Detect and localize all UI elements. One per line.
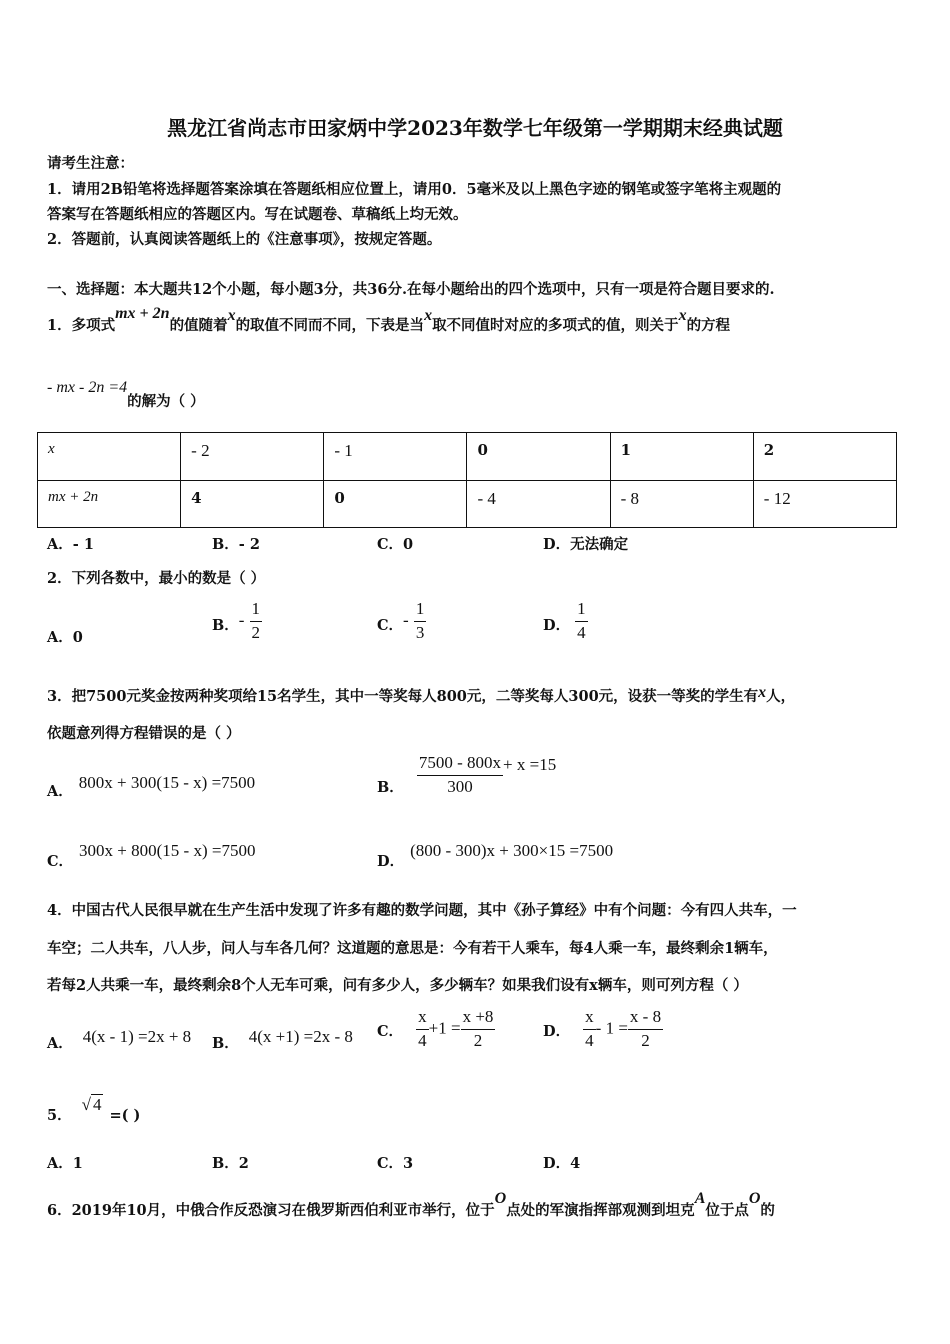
q5-option-b[interactable]: B．2 — [212, 1155, 249, 1172]
q1-text-5: 的方程 — [686, 317, 731, 334]
table-cell: 1 — [610, 433, 753, 481]
q6-text-2: 点处的军演指挥部观测到坦克 — [506, 1202, 695, 1219]
notice-line-1b: 答案写在答题纸相应的答题区内。写在试题卷、草稿纸上均无效。 — [47, 206, 468, 223]
q5-tail: =( ) — [109, 1107, 141, 1124]
fraction-denominator: 2 — [473, 1030, 483, 1050]
q2-option-d[interactable] — [543, 600, 588, 642]
q2-option-c-sign: - — [403, 610, 409, 630]
q3-option-c-label: C． — [47, 853, 74, 870]
table-cell: x — [38, 433, 181, 481]
q5-option-a[interactable]: A．1 — [47, 1155, 83, 1172]
q3-option-b-label: B． — [377, 778, 404, 796]
q4-option-a[interactable] — [47, 1026, 192, 1052]
q5-option-d[interactable]: D．4 — [543, 1155, 581, 1172]
q2-option-d-label: D． — [543, 616, 571, 634]
notice-line-1: 1．请用2B铅笔将选择题答案涂填在答题纸相应位置上，请用0．5毫米及以上黑色字迹的钢笔或签字笔将主观题的 — [47, 181, 782, 198]
q4-option-a-equation: 4(x - 1) =2x + 8 — [82, 1027, 192, 1046]
fraction-denominator: 3 — [415, 622, 425, 642]
table-cell: - 12 — [753, 480, 896, 528]
q6-point-o-2: O — [748, 1190, 761, 1207]
q5-stem — [47, 1094, 141, 1124]
q4-option-b[interactable] — [212, 1026, 353, 1052]
q4-option-c-middle: +1 = — [428, 1018, 461, 1038]
page-title: 黑龙江省尚志市田家炳中学2023年数学七年级第一学期期末经典试题 — [167, 116, 783, 140]
q3-option-c[interactable] — [47, 840, 256, 870]
q4-stem-line-2: 车空；二人共车，八人步，问人与车各几何？这道题的意思是：今有若干人乘车，每4人乘一车，最终剩余1辆车， — [47, 940, 778, 957]
q4-option-c-fraction-2 — [461, 1008, 496, 1050]
fraction-denominator: 4 — [577, 622, 586, 642]
table-cell: - 1 — [324, 433, 467, 481]
q5-radicand: 4 — [92, 1095, 102, 1114]
q1-text-4: 取不同值时对应的多项式的值，则关于 — [432, 317, 679, 334]
q3-stem-line-1 — [47, 685, 795, 706]
q2-option-a[interactable]: A．0 — [47, 629, 83, 646]
q1-expr: mx + 2n — [115, 305, 170, 322]
table-cell: mx + 2n — [38, 480, 181, 528]
fraction-numerator: 1 — [575, 600, 588, 622]
q5-number: 5． — [47, 1107, 72, 1124]
fraction-numerator: x — [416, 1008, 429, 1030]
q5-sqrt: √ 4 — [81, 1095, 102, 1114]
notice-line-2: 2．答题前，认真阅读答题纸上的《注意事项》，按规定答题。 — [47, 231, 442, 248]
q3-option-a[interactable] — [47, 772, 256, 800]
q2-stem: 2．下列各数中，最小的数是（ ） — [47, 570, 266, 587]
fraction-numerator: x — [583, 1008, 596, 1030]
table-cell: - 4 — [467, 480, 610, 528]
fraction-denominator: 2 — [251, 622, 261, 642]
q6-text-1: 6．2019年10月，中俄合作反恐演习在俄罗斯西伯利亚市举行，位于 — [47, 1202, 495, 1219]
q2-option-d-fraction — [575, 600, 588, 642]
q5-option-c[interactable]: C．3 — [377, 1155, 414, 1172]
q1-var-x-1: x — [227, 307, 236, 324]
fraction-denominator: 4 — [418, 1030, 427, 1050]
q1-equation-line — [47, 376, 205, 410]
q6-stem — [47, 1190, 775, 1220]
q3-var-x: x — [758, 684, 767, 701]
fraction-denominator: 300 — [447, 776, 473, 796]
notice-heading: 请考生注意： — [47, 155, 134, 172]
table-cell: - 8 — [610, 480, 753, 528]
q3-option-b[interactable] — [377, 754, 556, 796]
q1-value-table — [37, 432, 897, 528]
fraction-numerator: 7500 - 800x — [417, 754, 503, 776]
q3-option-d-equation: (800 - 300)x + 300×15 =7500 — [410, 841, 614, 860]
q3-option-c-equation: 300x + 800(15 - x) =7500 — [79, 841, 256, 860]
q4-option-d-middle: - 1 = — [595, 1018, 628, 1038]
q4-option-a-label: A． — [47, 1035, 73, 1052]
q6-text-4: 的 — [760, 1202, 775, 1219]
q1-text-1: 1．多项式 — [47, 317, 116, 334]
q4-option-c[interactable] — [377, 1008, 495, 1050]
q4-stem-line-1: 4．中国古代人民很早就在生产生活中发现了许多有趣的数学问题，其中《孙子算经》中有个问题：今有四人共车，一 — [47, 902, 797, 919]
table-cell: 0 — [324, 480, 467, 528]
q6-point-o-1: O — [494, 1190, 507, 1207]
section-heading: 一、选择题：本大题共12个小题，每小题3分，共36分.在每小题给出的四个选项中，只有一项是符合题目要求的. — [47, 281, 775, 298]
q1-var-x-2: x — [424, 307, 433, 324]
q2-option-b-fraction — [250, 600, 263, 642]
q1-option-b[interactable]: B．- 2 — [212, 536, 260, 553]
q4-option-c-label: C． — [377, 1022, 404, 1040]
fraction-numerator: 1 — [414, 600, 427, 622]
q1-text-3: 的取值不同而不同，下表是当 — [235, 317, 425, 334]
q3-text-2: 人， — [766, 688, 796, 705]
q3-option-b-fraction — [417, 754, 503, 796]
fraction-numerator: 1 — [250, 600, 263, 622]
q1-text-6: 的解为（ ） — [127, 393, 205, 410]
q4-option-d-fraction-2 — [628, 1008, 663, 1050]
q3-option-b-rest: + x =15 — [503, 754, 557, 774]
q3-stem-line-2: 依题意列得方程错误的是（ ） — [47, 725, 241, 742]
q1-equation: - mx - 2n =4 — [47, 379, 128, 396]
q4-option-d[interactable] — [543, 1008, 663, 1050]
q1-var-x-3: x — [678, 307, 687, 324]
q2-option-b-sign: - — [238, 610, 245, 630]
q1-option-c[interactable]: C．0 — [377, 536, 414, 553]
q4-option-c-fraction-1 — [416, 1008, 429, 1050]
table-row — [38, 433, 897, 481]
table-cell: 4 — [181, 480, 324, 528]
q2-option-b-label: B． — [212, 616, 239, 634]
q4-option-d-fraction-1 — [583, 1008, 596, 1050]
q6-point-a: A — [694, 1190, 706, 1207]
q3-text-1: 3．把7500元奖金按两种奖项给15名学生，其中一等奖每人800元，二等奖每人300元，设获一等奖的学生有 — [47, 688, 759, 705]
q1-option-d[interactable]: D．无法确定 — [543, 536, 629, 553]
q1-option-a[interactable]: A．- 1 — [47, 536, 94, 553]
table-cell: 0 — [467, 433, 610, 481]
q1-stem — [47, 305, 731, 335]
q4-option-b-equation: 4(x +1) =2x - 8 — [248, 1027, 353, 1046]
fraction-numerator: x - 8 — [628, 1008, 663, 1030]
q3-option-d-label: D． — [377, 853, 405, 870]
q4-stem-line-3: 若每2人共乘一车，最终剩余8个人无车可乘，问有多少人，多少辆车？如果我们设有x辆车，则可列方程（ ） — [47, 977, 748, 994]
q3-option-a-equation: 800x + 300(15 - x) =7500 — [78, 773, 256, 792]
fraction-numerator: x +8 — [461, 1008, 496, 1030]
q2-option-b[interactable] — [212, 600, 262, 642]
q3-option-d[interactable] — [377, 840, 614, 870]
q1-text-2: 的值随着 — [169, 317, 228, 334]
q4-option-d-label: D． — [543, 1022, 571, 1040]
q6-text-3: 位于点 — [705, 1202, 749, 1219]
q2-option-c-label: C． — [377, 616, 404, 634]
q4-option-b-label: B． — [212, 1035, 239, 1052]
q2-option-c[interactable] — [377, 600, 426, 642]
fraction-denominator: 2 — [641, 1030, 650, 1050]
q2-option-c-fraction — [414, 600, 427, 642]
fraction-denominator: 4 — [585, 1030, 594, 1050]
table-row — [38, 480, 897, 528]
table-cell: - 2 — [181, 433, 324, 481]
table-cell: 2 — [753, 433, 896, 481]
q3-option-a-label: A． — [47, 783, 73, 800]
